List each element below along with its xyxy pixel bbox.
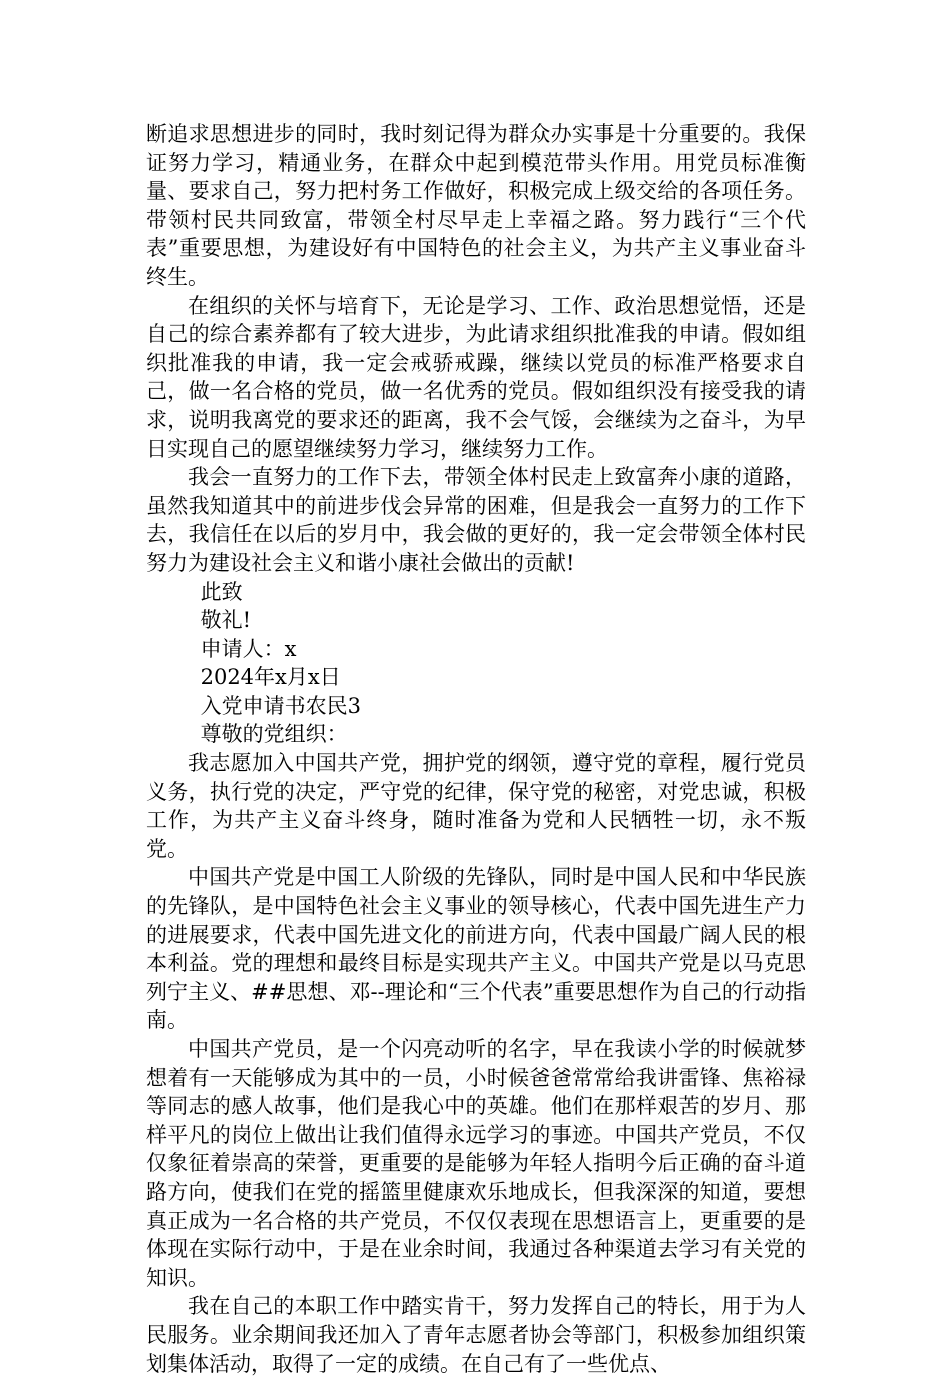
closing-respect: 敬礼! [200, 608, 252, 633]
paragraph-growth: 在组织的关怀与培育下，无论是学习、工作、政治思想觉悟，还是自己的综合素养都有了较大进步，为此请求组织批准我的申请。假如组织批准我的申请，我一定会戒骄戒躁，继续以党员的标准严格要求自己，做一名合格的党员，做一名优秀的党员。假如组织没有接受我的请求，说明我离党的要求还的距离，我不会气馁，会继续为之奋斗，为早日实现自己的愿望继续努力学习，继续努力工作。 [146, 293, 806, 461]
closing-salutation: 此致 [200, 579, 243, 604]
paragraph-work: 我在自己的本职工作中踏实肯干，努力发挥自己的特长，用于为人民服务。业余期间我还加入了青年志愿者协会等部门，积极参加组织策划集体活动，取得了一定的成绩。在自己有了一些优点、 [146, 1294, 806, 1376]
section-title: 入党申请书农民3 [200, 693, 361, 718]
application-date: 2024年x月x日 [200, 665, 341, 690]
applicant-signature: 申请人：x [200, 636, 297, 661]
paragraph-commitment: 我会一直努力的工作下去，带领全体村民走上致富奔小康的道路，虽然我知道其中的前进步伐会异常的困难，但是我会一直努力的工作下去，我信任在以后的岁月中，我会做的更好的，我一定会带领全体村民努力为建设社会主义和谐小康社会做出的贡献! [146, 465, 806, 575]
paragraph-party-nature: 中国共产党是中国工人阶级的先锋队，同时是中国人民和中华民族的先锋队，是中国特色社会主义事业的领导核心，代表中国先进生产力的进展要求，代表中国先进文化的前进方向，代表中国最广阔人民的根本利益。党的理想和最终目标是实现共产主义。中国共产党是以马克思列宁主义、##思想、邓--理论和“三个代表”重要思想作为自己的行动指南。 [146, 865, 806, 1033]
document-page [146, 120, 806, 1378]
paragraph-continuation: 断追求思想进步的同时，我时刻记得为群众办实事是十分重要的。我保证努力学习，精通业务，在群众中起到模范带头作用。用党员标准衡量、要求自己，努力把村务工作做好，积极完成上级交给的各项任务。带领村民共同致富，带领全村尽早走上幸福之路。努力践行“三个代表”重要思想，为建设好有中国特色的社会主义，为共产主义事业奋斗终生。 [146, 122, 806, 289]
paragraph-aspiration: 中国共产党员，是一个闪亮动听的名字，早在我读小学的时候就梦想着有一天能够成为其中的一员，小时候爸爸常常给我讲雷锋、焦裕禄等同志的感人故事，他们是我心中的英雄。他们在那样艰苦的岁月、那样平凡的岗位上做出让我们值得永远学习的事迹。中国共产党员，不仅仅象征着崇高的荣誉，更重要的是能够为年轻人指明今后正确的奋斗道路方向，使我们在党的摇篮里健康欢乐地成长，但我深深的知道，要想真正成为一名合格的共产党员，不仅仅表现在思想语言上，更重要的是体现在实际行动中，于是在业余时间，我通过各种渠道去学习有关党的知识。 [146, 1037, 806, 1290]
section-greeting: 尊敬的党组织： [200, 722, 348, 747]
paragraph-pledge: 我志愿加入中国共产党，拥护党的纲领，遵守党的章程，履行党员义务，执行党的决定，严守党的纪律，保守党的秘密，对党忠诚，积极工作，为共产主义奋斗终身，随时准备为党和人民牺牲一切，永不叛党。 [146, 751, 806, 861]
